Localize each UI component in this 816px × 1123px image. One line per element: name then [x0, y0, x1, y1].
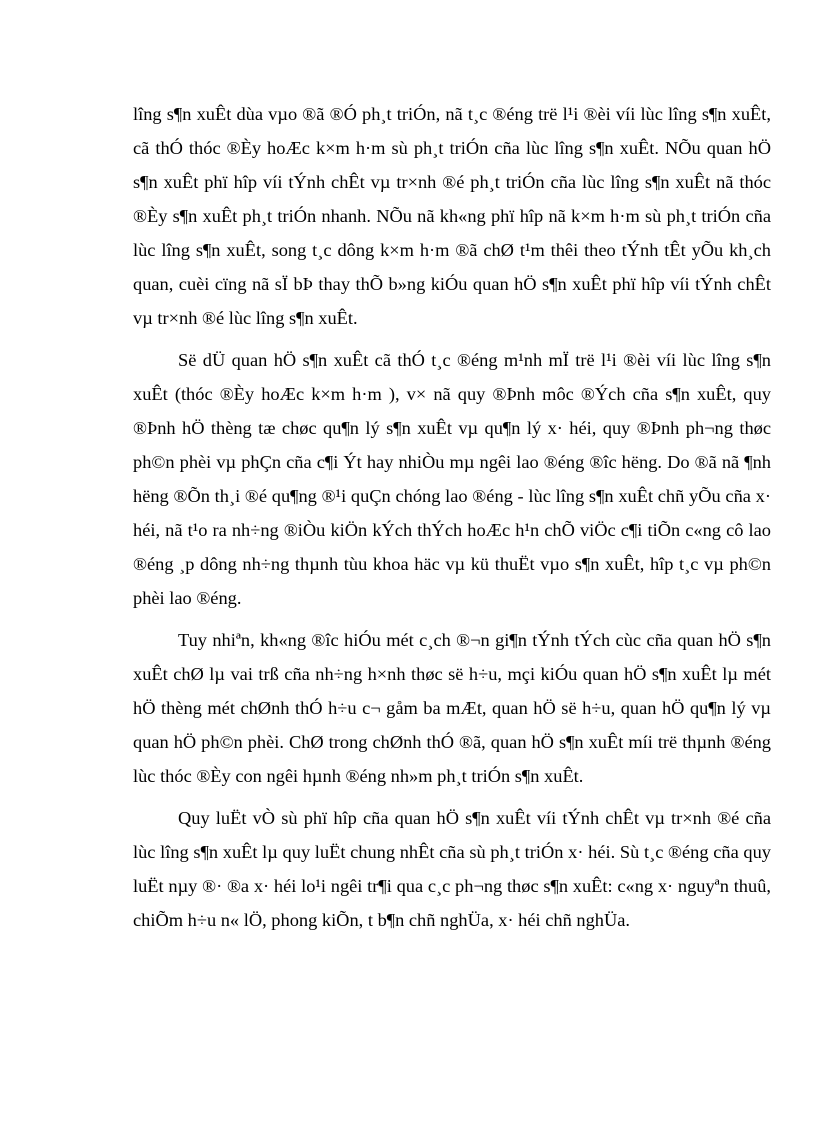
paragraph-1: lîng s¶n xuÊt dùa vµo ®ã ®Ó ph¸t triÓn, nã t¸c ®éng trë l¹i ®èi víi lùc lîng s¶n xuÊt, cã thÓ thóc ®Èy hoÆc k×m h·m sù ph¸t triÓn cña lùc lîng s¶n xuÊt. NÕu quan hÖ s¶n xuÊt phï hîp víi tÝnh chÊt vµ tr×nh ®é ph¸t triÓn cña lùc lîng s¶n xuÊt nã thóc ®Èy s¶n xuÊt ph¸t triÓn nhanh. NÕu nã kh«ng phï hîp nã k×m h·m sù ph¸t triÓn cña lùc lîng s¶n xuÊt, song t¸c dông k×m h·m ®ã chØ t¹m thêi theo tÝnh tÊt yÕu kh¸ch quan, cuèi cïng nã sÏ bÞ thay thÕ b»ng kiÓu quan hÖ s¶n xuÊt phï hîp víi tÝnh chÊt vµ tr×nh ®é lùc lîng s¶n xuÊt. — [133, 104, 771, 328]
paragraph-4: Quy luËt vÒ sù phï hîp cña quan hÖ s¶n xuÊt víi tÝnh chÊt vµ tr×nh ®é cña lùc lîng s¶n xuÊt lµ quy luËt chung nhÊt cña sù ph¸t triÓn x· héi. Sù t¸c ®éng cña quy luËt nµy ®· ®a x· héi lo¹i ngêi tr¶i qua c¸c ph¬ng thøc s¶n xuÊt: c«ng x· nguyªn thuû, chiÕm h÷u n« lÖ, phong kiÕn, t b¶n chñ nghÜa, x· héi chñ nghÜa. — [133, 808, 771, 930]
paragraph-2: Së dÜ quan hÖ s¶n xuÊt cã thÓ t¸c ®éng m¹nh mÏ trë l¹i ®èi víi lùc lîng s¶n xuÊt (thóc ®Èy hoÆc k×m h·m ), v× nã quy ®Þnh môc ®Ých cña s¶n xuÊt, quy ®Þnh hÖ thèng tæ chøc qu¶n lý s¶n xuÊt vµ qu¶n lý x· héi, quy ®Þnh ph¬ng thøc ph©n phèi vµ phÇn cña c¶i Ýt hay nhiÒu mµ ngêi lao ®éng ®îc hëng. Do ®ã nã ¶nh hëng ®Õn th¸i ®é qu¶ng ®¹i quÇn chóng lao ®éng - lùc lîng s¶n xuÊt chñ yÕu cña x· héi, nã t¹o ra nh÷ng ®iÒu kiÖn kÝch thÝch hoÆc h¹n chÕ viÖc c¶i tiÕn c«ng cô lao ®éng ¸p dông nh÷ng thµnh tùu khoa häc vµ kü thuËt vµo s¶n xuÊt, hîp t¸c vµ ph©n phèi lao ®éng. — [133, 350, 771, 608]
document-body — [133, 97, 771, 937]
paragraph-3: Tuy nhiªn, kh«ng ®îc hiÓu mét c¸ch ®¬n gi¶n tÝnh tÝch cùc cña quan hÖ s¶n xuÊt chØ lµ vai trß cña nh÷ng h×nh thøc së h÷u, mçi kiÓu quan hÖ s¶n xuÊt lµ mét hÖ thèng mét chØnh thÓ h÷u c¬ gåm ba mÆt, quan hÖ së h÷u, quan hÖ qu¶n lý vµ quan hÖ ph©n phèi. ChØ trong chØnh thÓ ®ã, quan hÖ s¶n xuÊt míi trë thµnh ®éng lùc thóc ®Èy con ngêi hµnh ®éng nh»m ph¸t triÓn s¶n xuÊt. — [133, 630, 771, 786]
